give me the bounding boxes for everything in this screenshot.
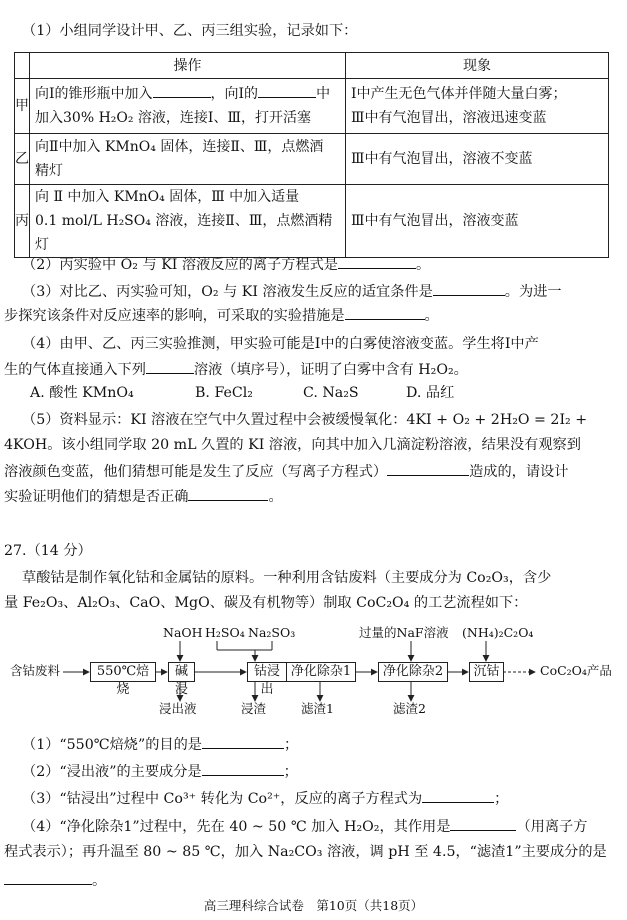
reagent-h2so4: H₂SO₄ xyxy=(205,625,245,640)
table-header-operation: 操作 xyxy=(30,53,346,79)
q27-heading: 27.（14 分） xyxy=(4,543,92,559)
row-tag: 丙 xyxy=(15,185,30,258)
reagent-na2so3: Na₂SO₃ xyxy=(248,625,296,640)
q26-part1-intro: （1）小组同学设计甲、乙、丙三组实验，记录如下： xyxy=(22,23,358,39)
q27-sub2: （2）“浸出液”的主要成分是 ； xyxy=(22,764,298,780)
q26-part2: （2）丙实验中 O₂ 与 KI 溶液反应的离子方程式是 。 xyxy=(22,257,431,273)
q26-part3-line1: （3）对比乙、丙实验可知，O₂ 与 KI 溶液发生反应的适宜条件是 。为进一 xyxy=(22,284,562,300)
row-tag: 甲 xyxy=(15,79,30,134)
q27-sub3: （3）“钴浸出”过程中 Co³⁺ 转化为 Co²⁺，反应的离子方程式为 ； xyxy=(22,791,509,807)
flow-step-precipitate: 沉钴 xyxy=(469,662,504,682)
flow-start-label: 含钴废料 xyxy=(10,663,61,678)
output-leach-residue: 浸渣 xyxy=(241,701,267,716)
q26-part3-line2: 步探究该条件对反应速率的影响，可采取的实验措施是 。 xyxy=(4,308,439,324)
answer-blank[interactable] xyxy=(202,763,284,776)
q26-part5-line2: 4KOH。该小组同学取 20 mL 久置的 KI 溶液，向其中加入几滴淀粉溶液，结果没有观察到 xyxy=(4,437,581,453)
answer-blank[interactable] xyxy=(450,818,516,831)
output-filter-residue-2: 滤渣2 xyxy=(393,701,426,716)
flow-step-roast: 550℃焙烧 xyxy=(90,662,156,682)
reagent-oxalate: (NH₄)₂C₂O₄ xyxy=(462,625,534,640)
reagent-naoh: NaOH xyxy=(163,625,203,640)
option-a[interactable]: A. 酸性 KMnO₄ xyxy=(30,385,134,401)
row-operation: 向 Ⅱ 中加入 KMnO₄ 固体，Ⅲ 中加入适量 0.1 mol/L H₂SO₄ 溶液，连接Ⅱ、Ⅲ，点燃酒精灯 xyxy=(30,185,346,258)
row-phenomenon: Ⅰ中产生无色气体并伴随大量白雾； Ⅲ中有气泡冒出，溶液迅速变蓝 xyxy=(346,79,609,134)
option-c[interactable]: C. Na₂S xyxy=(303,385,359,401)
q26-part5-line3: 溶液颜色变蓝，他们猜想可能是发生了反应（写离子方程式） 造成的，请设计 xyxy=(4,464,569,480)
page-footer: 高三理科综合试卷 第10页（共18页） xyxy=(203,898,424,913)
answer-blank[interactable] xyxy=(422,790,494,803)
q26-part5-line4: 实验证明他们的猜想是否正确 。 xyxy=(4,489,283,505)
q26-part5-line1: （5）资料显示：KI 溶液在空气中久置过程中会被缓慢氧化：4KI + O₂ + 2H₂O = 2I₂ + xyxy=(22,412,588,428)
flow-end-product: CoC₂O₄产品 xyxy=(540,663,612,678)
option-b[interactable]: B. FeCl₂ xyxy=(195,385,253,401)
table-header-phenomenon: 现象 xyxy=(346,53,609,79)
row-phenomenon: Ⅲ中有气泡冒出，溶液不变蓝 xyxy=(346,134,609,185)
q27-intro-line1: 草酸钴是制作氧化钴和金属钴的原料。一种利用含钴废料（主要成分为 Co₂O₃，含少 xyxy=(22,570,552,586)
row-tag: 乙 xyxy=(15,134,30,185)
q27-sub4-line3: 。 xyxy=(4,872,106,888)
flow-step-purify-1: 净化除杂1 xyxy=(286,662,356,682)
option-d[interactable]: D. 品红 xyxy=(406,385,455,401)
row-phenomenon: Ⅲ中有气泡冒出，溶液变蓝 xyxy=(346,185,609,258)
q27-sub4-line1: （4）“净化除杂1”过程中，先在 40 ~ 50 ℃ 加入 H₂O₂，其作用是 （用离子方 xyxy=(22,819,588,835)
q27-sub4-line2: 程式表示）；再升温至 80 ~ 85 ℃，加入 Na₂CO₃ 溶液，调 pH 至 4.5，“滤渣1”主要成分的是 xyxy=(4,844,607,860)
output-filter-residue-1: 滤渣1 xyxy=(301,701,334,716)
row-operation: 向Ⅰ的锥形瓶中加入 ，向Ⅰ的 中 加入30% H₂O₂ 溶液，连接Ⅰ、Ⅲ，打开活塞 xyxy=(30,79,346,134)
flow-step-alkali-leach: 碱浸 xyxy=(168,662,195,682)
flow-step-cobalt-leach-box: 钴浸出 xyxy=(247,662,287,682)
q26-part4-line1: （4）由甲、乙、丙三实验推测，甲实验可能是Ⅰ中的白雾使溶液变蓝。学生将Ⅰ中产 xyxy=(22,336,539,352)
output-leachate: 浸出液 xyxy=(159,701,197,716)
q27-sub1: （1）“550℃焙烧”的目的是 ； xyxy=(22,737,299,753)
flow-step-purify-2: 净化除杂2 xyxy=(378,662,448,682)
answer-blank[interactable] xyxy=(202,736,284,749)
q27-intro-line2: 量 Fe₂O₃、Al₂O₃、CaO、MgO、碳及有机物等）制取 CoC₂O₄ 的工艺流程如下： xyxy=(4,595,528,611)
row-operation: 向Ⅱ中加入 KMnO₄ 固体，连接Ⅱ、Ⅲ，点燃酒 精灯 xyxy=(30,134,346,185)
reagent-naf: 过量的NaF溶液 xyxy=(359,625,449,640)
answer-blank[interactable] xyxy=(4,872,92,885)
q26-part4-line2: 生的气体直接通入下列 溶液（填序号），证明了白雾中含有 H₂O₂。 xyxy=(4,362,468,378)
